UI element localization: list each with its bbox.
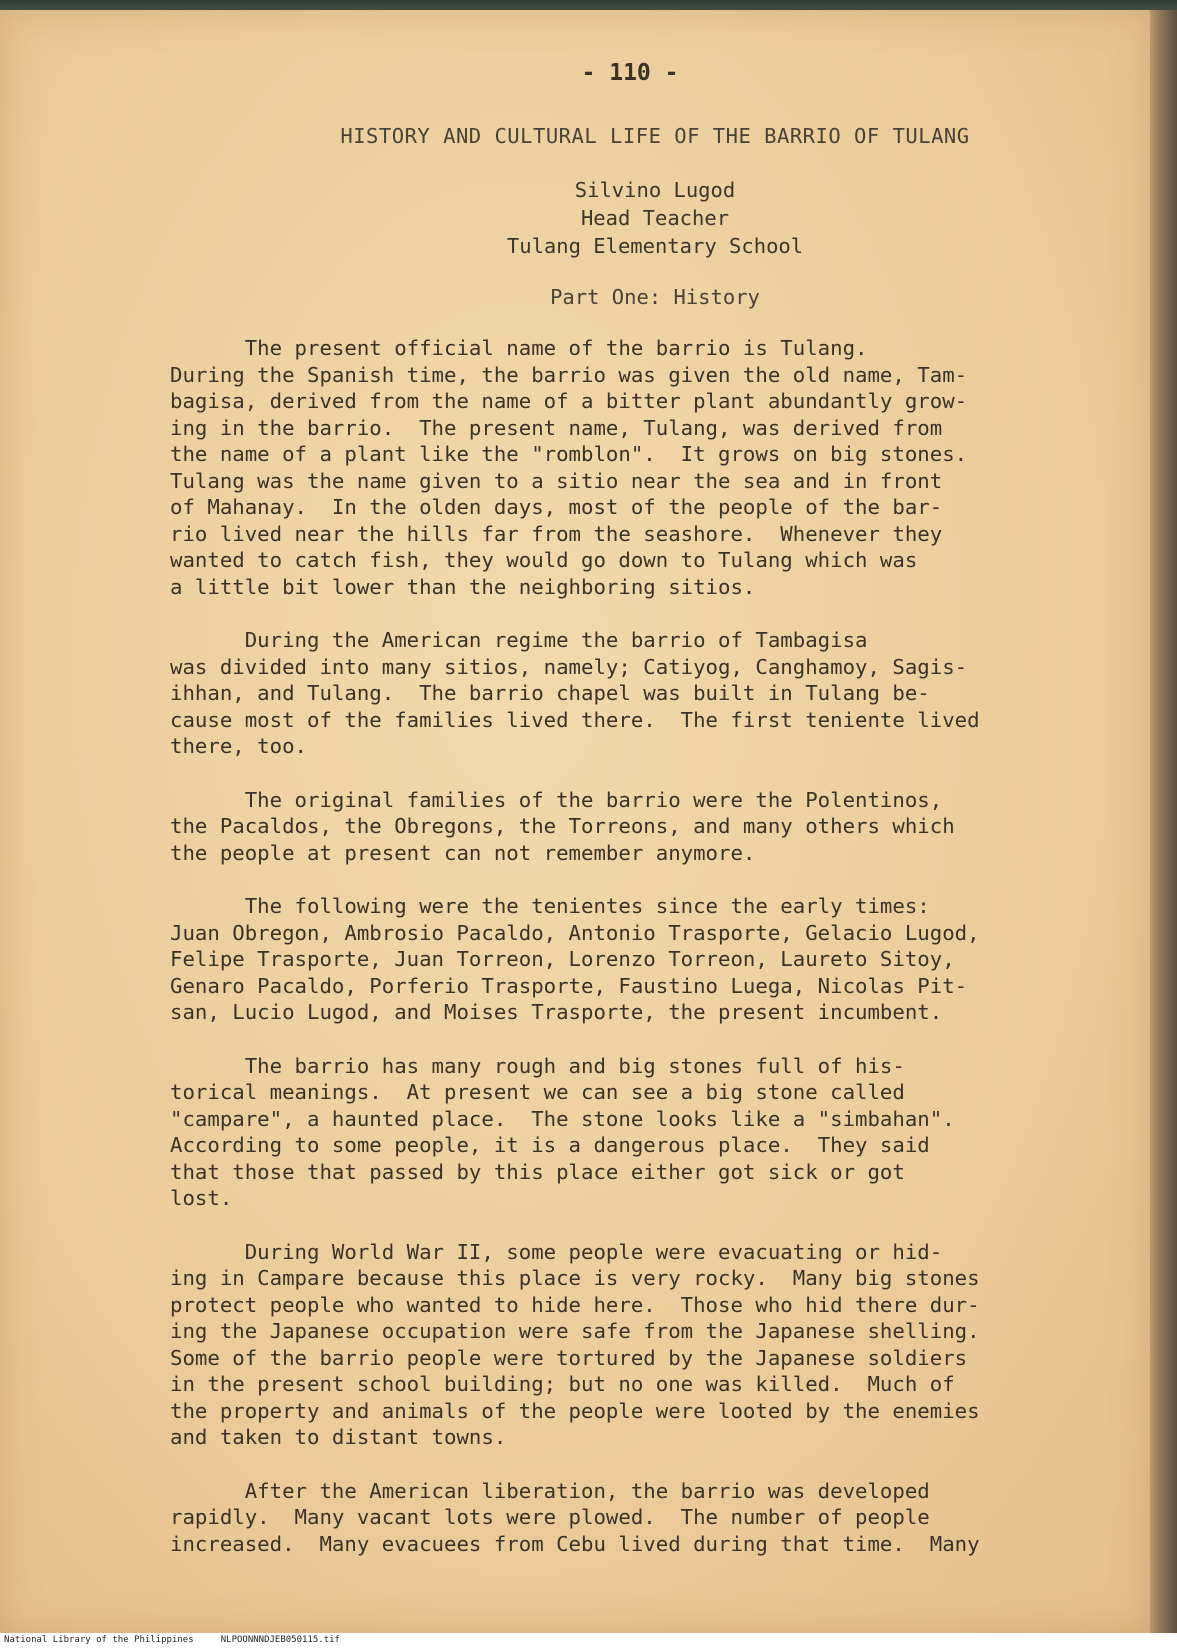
footer-library: National Library of the Philippines [4,1635,194,1645]
author-position: Head Teacher [580,206,730,230]
text-line: there, too. [170,734,308,758]
text-line: was divided into many sitios, namely; Catiyog, Canghamoy, Sagis- [170,654,968,679]
paragraph [170,1239,1070,1451]
paragraph [170,627,1070,760]
text-line: the people at present can not remember anymore. [170,840,756,865]
text-line: increased. Many evacuees from Cebu lived during that time. Many [170,1531,980,1556]
text-line: protect people who wanted to hide here. Those who hid there dur- [170,1292,980,1317]
text-line: During the American regime the barrio of Tambagisa [170,628,868,652]
text-line: After the American liberation, the barrio was developed [170,1478,930,1503]
text-line: The original families of the barrio were the Polentinos, [170,787,943,812]
text-line: ing the Japanese occupation were safe from the Japanese shelling. [170,1319,980,1343]
footer-file-id: NLPOONNNDJEB050115.tif [220,1635,340,1645]
text-line: a little bit lower than the neighboring sitios. [170,574,756,599]
text-line: rapidly. Many vacant lots were plowed. The number of people [170,1505,930,1529]
text-line: The barrio has many rough and big stones full of his- [170,1053,905,1078]
text-line: wanted to catch fish, they would go down to Tulang which was [170,548,918,572]
text-line: According to some people, it is a dangerous place. They said [170,1133,930,1157]
text-line: that those that passed by this place either got sick or got [170,1159,905,1184]
text-line: lost. [170,1186,233,1210]
text-line: the Pacaldos, the Obregons, the Torreons, and many others which [170,814,955,838]
text-line: Genaro Pacaldo, Porferio Trasporte, Faustino Luega, Nicolas Pit- [170,973,968,998]
paragraph [170,1053,1070,1212]
part-heading: Part One: History [550,285,760,309]
text-line: During World War II, some people were evacuating or hid- [170,1239,943,1264]
body-text [170,335,1070,1584]
text-line: The present official name of the barrio is Tulang. [170,336,868,360]
text-line: san, Lucio Lugod, and Moises Trasporte, the present incumbent. [170,1000,943,1024]
text-line: Tulang was the name given to a sitio near the sea and in front [170,468,943,493]
paragraph [170,893,1070,1026]
paragraph [170,787,1070,867]
author-block [0,176,1177,260]
text-line: "campare", a haunted place. The stone looks like a "simbahan". [170,1106,955,1131]
text-line: Juan Obregon, Ambrosio Pacaldo, Antonio Trasporte, Gelacio Lugod, [170,920,980,945]
text-line: cause most of the families lived there. The first teniente lived [170,707,980,732]
paragraph [170,1478,1070,1558]
text-line: Felipe Trasporte, Juan Torreon, Lorenzo Torreon, Laureto Sitoy, [170,947,955,971]
text-line: Some of the barrio people were tortured by the Japanese soldiers [170,1345,968,1370]
author-school: Tulang Elementary School [506,234,804,258]
text-line: the property and animals of the people were looted by the enemies [170,1398,980,1423]
footer [4,1635,340,1645]
paragraph [170,335,1070,600]
text-line: bagisa, derived from the name of a bitter plant abundantly grow- [170,389,968,413]
text-line: and taken to distant towns. [170,1425,507,1449]
page-number: - 110 - [581,60,679,86]
text-line: of Mahanay. In the olden days, most of the people of the bar- [170,495,943,519]
document-title: HISTORY AND CULTURAL LIFE OF THE BARRIO OF TULANG [340,124,970,148]
author-name: Silvino Lugod [574,178,736,202]
text-line: rio lived near the hills far from the seashore. Whenever they [170,521,943,546]
text-line: ing in the barrio. The present name, Tulang, was derived from [170,415,943,440]
text-line: ihhan, and Tulang. The barrio chapel was built in Tulang be- [170,681,930,705]
text-line: The following were the tenientes since the early times: [170,894,930,918]
text-line: torical meanings. At present we can see a big stone called [170,1080,905,1104]
text-line: During the Spanish time, the barrio was given the old name, Tam- [170,362,968,387]
text-line: the name of a plant like the "romblon". It grows on big stones. [170,442,968,466]
text-line: ing in Campare because this place is very rocky. Many big stones [170,1266,980,1290]
text-line: in the present school building; but no one was killed. Much of [170,1372,955,1396]
